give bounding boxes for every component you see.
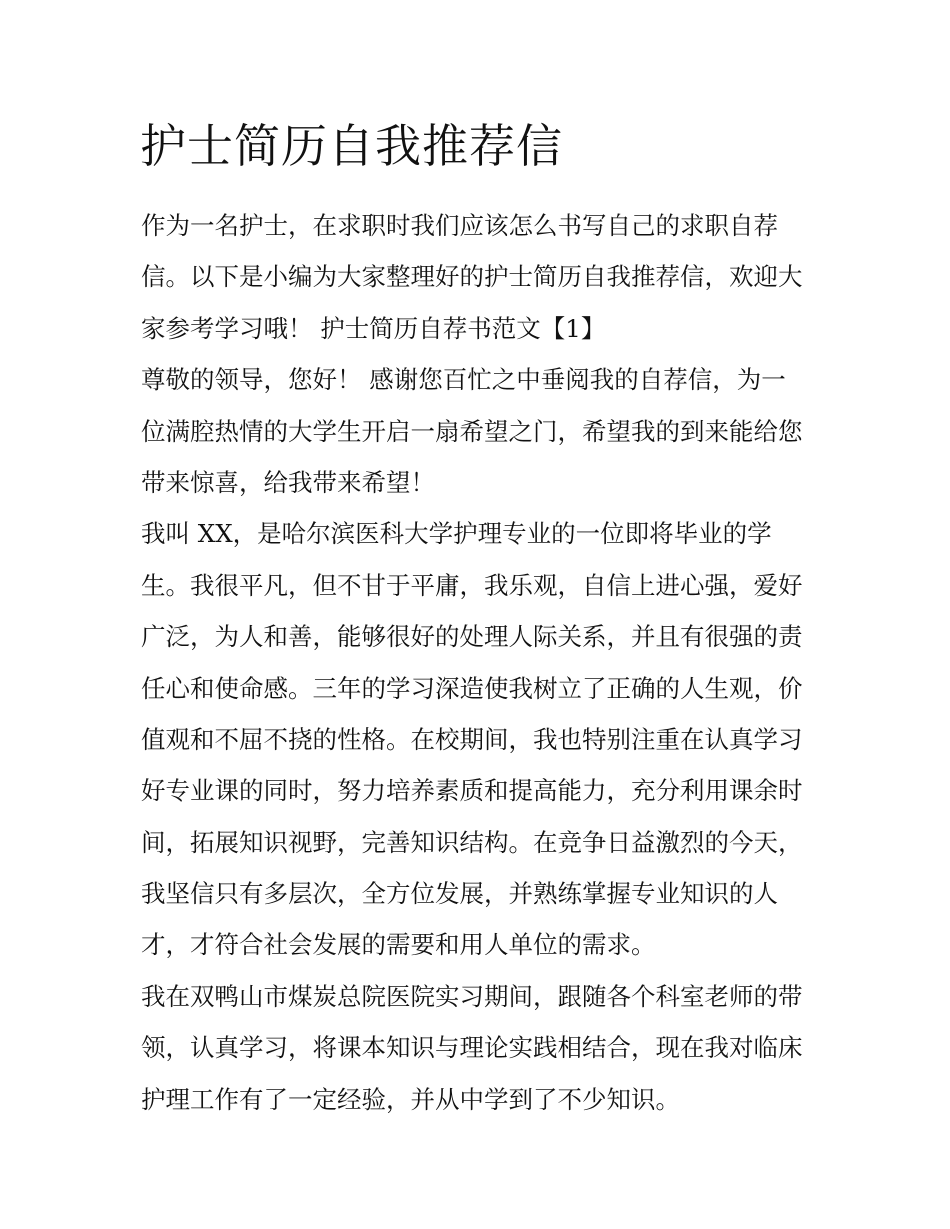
text-line: 好专业课的同时，努力培养素质和提高能力，充分利用课余时 — [141, 776, 803, 806]
text-line: 领，认真学习，将课本知识与理论实践相结合，现在我对临床 — [141, 1033, 803, 1063]
text-line: 才，才符合社会发展的需要和用人单位的需求。 — [141, 930, 656, 960]
text-line: 广泛，为人和善，能够很好的处理人际关系，并且有很强的责 — [141, 622, 803, 652]
document-body — [141, 200, 821, 1125]
text-line: 我叫 XX，是哈尔滨医科大学护理专业的一位即将毕业的学 — [141, 519, 772, 549]
text-line: 值观和不屈不挠的性格。在校期间，我也特别注重在认真学习 — [141, 724, 803, 754]
text-line: 任心和使命感。三年的学习深造使我树立了正确的人生观，价 — [141, 673, 803, 703]
text-line: 带来惊喜，给我带来希望！ — [141, 467, 435, 497]
text-line: 生。我很平凡，但不甘于平庸，我乐观，自信上进心强，爱好 — [141, 570, 803, 600]
text-line: 我在双鸭山市煤炭总院医院实习期间，跟随各个科室老师的带 — [141, 981, 803, 1011]
text-line: 作为一名护士，在求职时我们应该怎么书写自己的求职自荐 — [141, 211, 778, 240]
text-line: 我坚信只有多层次，全方位发展，并熟练掌握专业知识的人 — [141, 879, 778, 909]
text-line: 尊敬的领导，您好！ 感谢您百忙之中垂阅我的自荐信，为一 — [141, 365, 786, 395]
text-line: 护理工作有了一定经验，并从中学到了不少知识。 — [141, 1084, 680, 1114]
text-line: 间，拓展知识视野，完善知识结构。在竞争日益激烈的今天， — [141, 827, 803, 857]
text-line: 信。以下是小编为大家整理好的护士简历自我推荐信，欢迎大 — [141, 262, 803, 292]
document-title: 护士简历自我推荐信 — [140, 119, 563, 173]
text-line: 位满腔热情的大学生开启一扇希望之门，希望我的到来能给您 — [141, 416, 803, 446]
text-line: 家参考学习哦！ 护士简历自荐书范文【1】 — [141, 313, 606, 343]
